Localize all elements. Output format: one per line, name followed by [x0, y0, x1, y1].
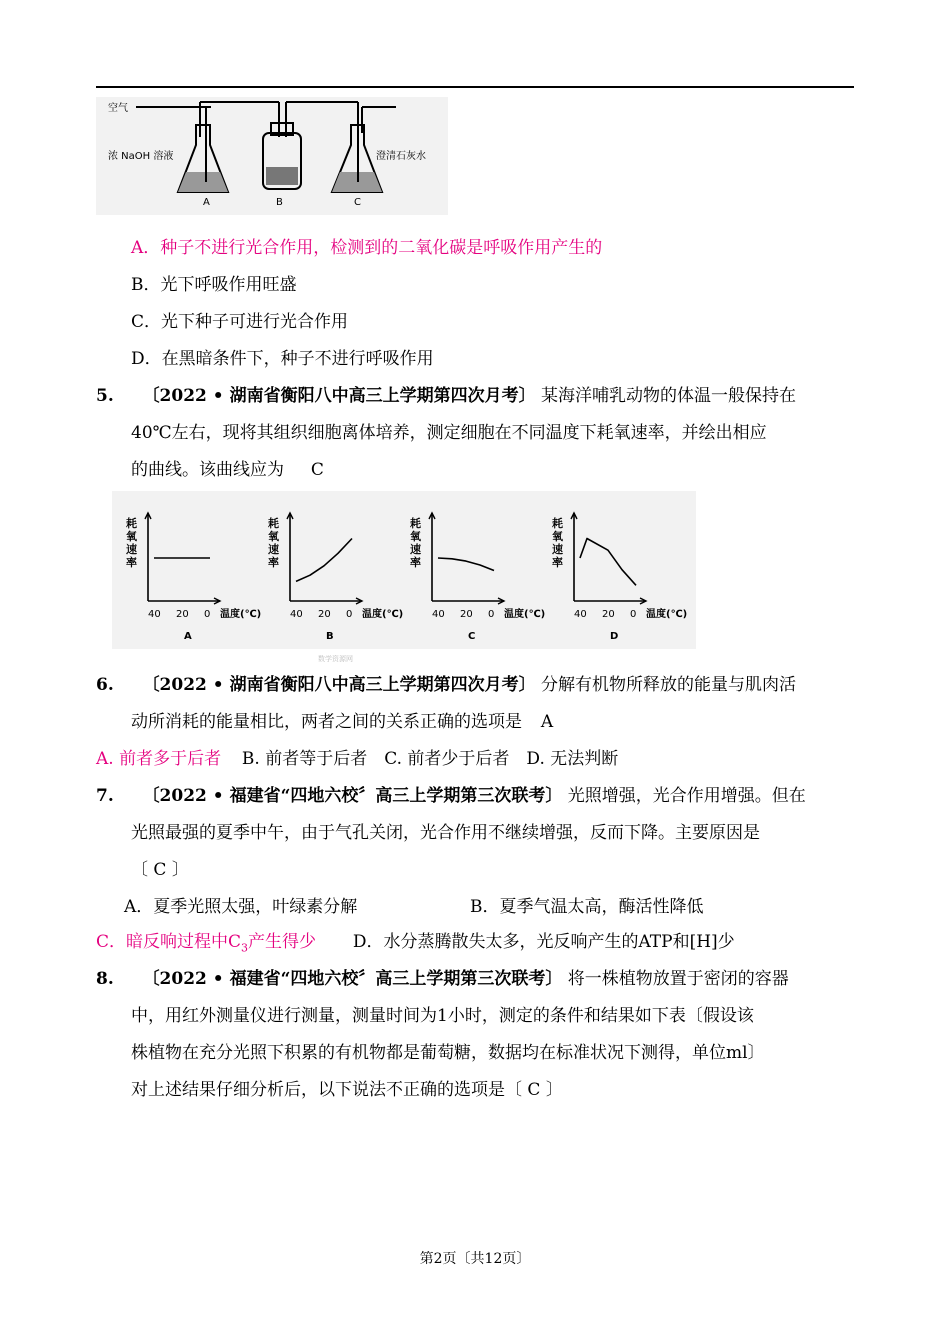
chart-a-tick-40: 40: [148, 609, 161, 620]
chart-a-title: A: [184, 631, 192, 642]
q8-number: 8.: [96, 969, 114, 989]
chart-c-tick-0: 0: [488, 609, 495, 620]
q6-options-bcd: B. 前者等于后者 C. 前者少于后者 D. 无法判断: [241, 749, 619, 769]
q8-line1: [96, 969, 789, 989]
q8-text-2: 中，用红外测量仪进行测量，测量时间为1小时，测定的条件和结果如下表〔假设该: [131, 1006, 754, 1026]
flask-a-label: A: [203, 197, 210, 208]
chart-b-tick-40: 40: [290, 609, 303, 620]
chart-a-tick-0: 0: [204, 609, 211, 620]
q7-option-c-post: 产生得少: [248, 932, 317, 952]
q5-text-2: 40℃左右，现将其组织细胞离体培养，测定细胞在不同温度下耗氧速率，并绘出相应: [131, 423, 767, 443]
q6-number: 6.: [96, 675, 114, 695]
chart-a-ylabel-char: 率: [126, 556, 137, 569]
chart-d-ylabel-char: 氧: [552, 530, 563, 543]
q7-text-1: 光照增强，光合作用增强。但在: [567, 786, 806, 806]
q6-options: [96, 749, 618, 769]
q8-text-3: 株植物在充分光照下积累的有机物都是葡萄糖，数据均在标准状况下测得，单位ml〕: [131, 1043, 765, 1063]
apparatus-drawing: [96, 97, 448, 215]
q7-text-3: 〔 C 〕: [131, 860, 189, 880]
chart-c-xlabel: 温度(℃): [504, 609, 546, 620]
chart-c-tick-40: 40: [432, 609, 445, 620]
q7-option-d: D．水分蒸腾散失太多，光反响产生的ATP和[H]少: [352, 932, 735, 952]
q7-line1: [96, 786, 806, 806]
chart-a-ylabel-char: 氧: [126, 530, 137, 543]
q7-option-a: A．夏季光照太强，叶绿素分解: [124, 897, 358, 917]
chart-a-xlabel: 温度(℃): [220, 609, 262, 620]
q5-line1: [96, 386, 796, 406]
q5-text-3: 的曲线。该曲线应为: [131, 460, 284, 480]
watermark: 数学资源网: [318, 655, 353, 663]
q8-text-4: 对上述结果仔细分析后，以下说法不正确的选项是〔 C 〕: [131, 1080, 563, 1100]
q6-answer: A: [540, 712, 554, 732]
chart-b-ylabel-char: 耗: [268, 517, 279, 530]
q7-text-2: 光照最强的夏季中午，由于气孔关闭，光合作用不继续增强，反而下降。主要原因是: [131, 823, 760, 843]
chart-b-ylabel-char: 率: [268, 556, 279, 569]
chart-c-curve: [438, 558, 494, 571]
chart-d-tick-40: 40: [574, 609, 587, 620]
header-rule: [96, 86, 854, 88]
chart-c-ylabel-char: 耗: [410, 517, 421, 530]
naoh-label: 浓 NaOH 溶液: [108, 151, 174, 162]
chart-b-tick-0: 0: [346, 609, 353, 620]
q5-charts-figure: [112, 491, 696, 649]
chart-d-xlabel: 温度(℃): [646, 609, 688, 620]
chart-b-title: B: [326, 631, 334, 642]
chart-d-tick-20: 20: [602, 609, 615, 620]
apparatus-figure: [96, 97, 448, 215]
chart-b-xlabel: 温度(℃): [362, 609, 404, 620]
chart-b-curve: [296, 539, 352, 582]
q5-source: 〔2022 • 湖南省衡阳八中高三上学期第四次月考〕: [142, 386, 536, 406]
q7-option-c: [96, 932, 317, 955]
q7-source: 〔2022 • 福建省“四地六校〞高三上学期第三次联考〕: [142, 786, 563, 806]
chart-c-ylabel-char: 率: [410, 556, 421, 569]
q5-number: 5.: [96, 386, 114, 406]
q7-option-c-sub: 3: [241, 941, 249, 955]
chart-b-tick-20: 20: [318, 609, 331, 620]
chart-a-ylabel-char: 速: [126, 543, 137, 556]
chart-d-ylabel-char: 率: [552, 556, 563, 569]
chart-d-title: D: [610, 631, 619, 642]
q7-options-cd: [96, 932, 735, 958]
q8-source: 〔2022 • 福建省“四地六校〞高三上学期第三次联考〕: [142, 969, 563, 989]
q5-text-1: 某海洋哺乳动物的体温一般保持在: [541, 386, 796, 406]
q4-option-a: A．种子不进行光合作用，检测到的二氧化碳是呼吸作用产生的: [131, 238, 603, 258]
q4-option-b: B．光下呼吸作用旺盛: [131, 275, 297, 295]
q6-text-2: 动所消耗的能量相比，两者之间的关系正确的选项是: [131, 712, 522, 732]
q5-charts-svg: [112, 491, 696, 649]
chart-d-curve: [580, 539, 636, 586]
chart-a-ylabel-char: 耗: [126, 517, 137, 530]
q8-text-1: 将一株植物放置于密闭的容器: [567, 969, 789, 989]
chart-d-tick-0: 0: [630, 609, 637, 620]
q7-number: 7.: [96, 786, 114, 806]
air-label: 空气: [108, 103, 128, 114]
q6-option-a: A. 前者多于后者: [96, 749, 222, 769]
q4-option-c: C．光下种子可进行光合作用: [131, 312, 349, 332]
chart-d-ylabel-char: 耗: [552, 517, 563, 530]
q7-option-c-pre: C．暗反响过程中C: [96, 932, 242, 952]
chart-c-ylabel-char: 氧: [410, 530, 421, 543]
chart-c-tick-20: 20: [460, 609, 473, 620]
q7-option-b: B．夏季气温太高，酶活性降低: [470, 897, 704, 917]
chart-a-tick-20: 20: [176, 609, 189, 620]
flask-b-label: B: [276, 197, 283, 208]
chart-b-ylabel-char: 速: [268, 543, 279, 556]
page-footer: 第2页〔共12页〕: [419, 1251, 531, 1267]
q6-text-1: 分解有机物所释放的能量与肌肉活: [541, 675, 796, 695]
q6-line2: [131, 712, 553, 732]
limewater-label: 澄清石灰水: [376, 151, 426, 162]
q4-option-d: D．在黑暗条件下，种子不进行呼吸作用: [131, 349, 434, 369]
chart-c-ylabel-char: 速: [410, 543, 421, 556]
chart-b-ylabel-char: 氧: [268, 530, 279, 543]
flask-c-label: C: [354, 197, 361, 208]
chart-d-ylabel-char: 速: [552, 543, 563, 556]
q5-line3: [131, 460, 324, 480]
q6-line1: [96, 675, 796, 695]
q5-answer: C: [310, 460, 324, 480]
chart-c-title: C: [468, 631, 476, 642]
q6-source: 〔2022 • 湖南省衡阳八中高三上学期第四次月考〕: [142, 675, 536, 695]
